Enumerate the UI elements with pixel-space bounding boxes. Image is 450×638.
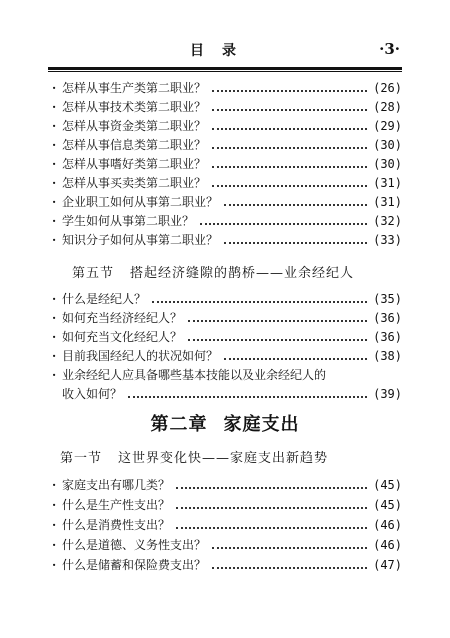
dot-leader xyxy=(176,526,367,529)
bullet: · xyxy=(52,311,57,325)
dot-leader xyxy=(212,165,367,168)
toc-entry-page: (31) xyxy=(373,176,402,190)
section-number: 第五节 xyxy=(72,266,115,281)
toc-entry-page: (30) xyxy=(373,157,402,171)
dot-leader xyxy=(176,506,367,509)
toc-entry-text: 怎样从事买卖类第二职业？ xyxy=(62,176,207,190)
toc-entry[interactable] xyxy=(52,155,402,175)
toc-entry-text: 如何充当文化经纪人？ xyxy=(62,330,183,344)
toc-entry[interactable] xyxy=(52,309,402,329)
toc-entry[interactable] xyxy=(52,98,402,118)
bullet: · xyxy=(52,292,57,306)
toc-entry[interactable] xyxy=(52,476,402,496)
bullet: · xyxy=(52,518,57,532)
section-heading[interactable] xyxy=(60,447,328,466)
toc-entry-page: (39) xyxy=(373,387,402,401)
toc-entry[interactable] xyxy=(52,212,402,232)
dot-leader xyxy=(152,300,367,303)
toc-entry-text-line1: 业余经纪人应具备哪些基本技能以及业余经纪人的 xyxy=(62,368,327,382)
toc-entry-text: 怎样从事生产类第二职业？ xyxy=(62,81,207,95)
toc-entry-text: 什么是储蓄和保险费支出？ xyxy=(62,558,207,572)
toc-entry[interactable] xyxy=(52,117,402,137)
toc-entry-text: 目前我国经纪人的状况如何？ xyxy=(62,349,219,363)
toc-entry[interactable] xyxy=(52,328,402,348)
bullet: · xyxy=(52,100,57,114)
toc-entry-page: (45) xyxy=(373,478,402,492)
bullet: · xyxy=(52,233,57,247)
header-title: 目录 xyxy=(190,43,254,59)
toc-entry[interactable] xyxy=(52,136,402,156)
chapter-number: 第二章 xyxy=(150,414,208,435)
toc-entry-page: (31) xyxy=(373,195,402,209)
toc-entry[interactable] xyxy=(52,536,402,556)
dot-leader xyxy=(212,89,367,92)
bullet: · xyxy=(52,368,57,382)
toc-entry-text: 什么是道德、义务性支出？ xyxy=(62,538,207,552)
bullet: · xyxy=(52,538,57,552)
dot-leader xyxy=(188,338,367,341)
dot-leader xyxy=(212,184,367,187)
toc-entry-page: (28) xyxy=(373,100,402,114)
section-number: 第一节 xyxy=(60,451,103,466)
dot-leader xyxy=(224,357,367,360)
toc-entry-text: 怎样从事技术类第二职业？ xyxy=(62,100,207,114)
header-page-number: ·3· xyxy=(379,40,400,58)
toc-entry[interactable] xyxy=(52,347,402,367)
toc-entry-text: 什么是消费性支出？ xyxy=(62,518,171,532)
toc-entry-text: 什么是经纪人？ xyxy=(62,292,147,306)
toc-entry-text: 学生如何从事第二职业？ xyxy=(62,214,195,228)
bullet: · xyxy=(52,195,57,209)
toc-entry-text: 怎样从事嗜好类第二职业？ xyxy=(62,157,207,171)
toc-entry[interactable] xyxy=(52,193,402,213)
toc-entry-page: (46) xyxy=(373,538,402,552)
bullet: · xyxy=(52,349,57,363)
section-heading[interactable] xyxy=(72,262,354,281)
dot-leader xyxy=(212,108,367,111)
toc-entry[interactable] xyxy=(52,174,402,194)
chapter-title: 家庭支出 xyxy=(223,414,300,435)
toc-entry-page: (30) xyxy=(373,138,402,152)
dot-leader xyxy=(212,127,367,130)
toc-entry[interactable] xyxy=(52,231,402,251)
bullet: · xyxy=(52,119,57,133)
bullet: · xyxy=(52,214,57,228)
toc-entry[interactable] xyxy=(52,516,402,536)
section-title: 搭起经济缝隙的鹊桥——业余经纪人 xyxy=(130,266,355,281)
toc-entry-page: (26) xyxy=(373,81,402,95)
dot-leader xyxy=(212,146,367,149)
toc-entry[interactable] xyxy=(52,496,402,516)
bullet: · xyxy=(52,558,57,572)
toc-entry-text: 企业职工如何从事第二职业？ xyxy=(62,195,219,209)
dot-leader xyxy=(224,203,367,206)
toc-entry-text: 什么是生产性支出？ xyxy=(62,498,171,512)
toc-entry-text: 家庭支出有哪几类？ xyxy=(62,478,171,492)
bullet: · xyxy=(52,330,57,344)
toc-entry-multiline[interactable] xyxy=(52,366,402,384)
toc-entry-page: (45) xyxy=(373,498,402,512)
dot-leader xyxy=(128,395,367,398)
dot-leader xyxy=(188,319,367,322)
toc-entry[interactable] xyxy=(52,556,402,576)
toc-entry[interactable] xyxy=(52,79,402,99)
bullet: · xyxy=(52,138,57,152)
chapter-heading[interactable] xyxy=(0,410,450,436)
bullet: · xyxy=(52,81,57,95)
toc-entry-text: 如何充当经济经纪人？ xyxy=(62,311,183,325)
toc-entry-page: (29) xyxy=(373,119,402,133)
toc-entry-page: (33) xyxy=(373,233,402,247)
toc-entry-page: (35) xyxy=(373,292,402,306)
toc-entry-page: (32) xyxy=(373,214,402,228)
toc-entry-continuation[interactable] xyxy=(62,385,402,405)
toc-entry-text: 怎样从事资金类第二职业？ xyxy=(62,119,207,133)
dot-leader xyxy=(176,486,367,489)
bullet: · xyxy=(52,478,57,492)
dot-leader xyxy=(212,566,367,569)
toc-entry-text: 知识分子如何从事第二职业？ xyxy=(62,233,219,247)
toc-entry-page: (36) xyxy=(373,311,402,325)
toc-entry-page: (46) xyxy=(373,518,402,532)
toc-entry-page: (36) xyxy=(373,330,402,344)
dot-leader xyxy=(200,222,367,225)
toc-entry-page: (47) xyxy=(373,558,402,572)
bullet: · xyxy=(52,176,57,190)
bullet: · xyxy=(52,157,57,171)
toc-entry-page: (38) xyxy=(373,349,402,363)
toc-entry-text: 怎样从事信息类第二职业？ xyxy=(62,138,207,152)
dot-leader xyxy=(212,546,367,549)
bullet: · xyxy=(52,498,57,512)
dot-leader xyxy=(224,241,367,244)
toc-entry-text-line2: 收入如何？ xyxy=(62,387,123,401)
toc-entry[interactable] xyxy=(52,290,402,310)
section-title: 这世界变化快——家庭支出新趋势 xyxy=(118,451,329,466)
